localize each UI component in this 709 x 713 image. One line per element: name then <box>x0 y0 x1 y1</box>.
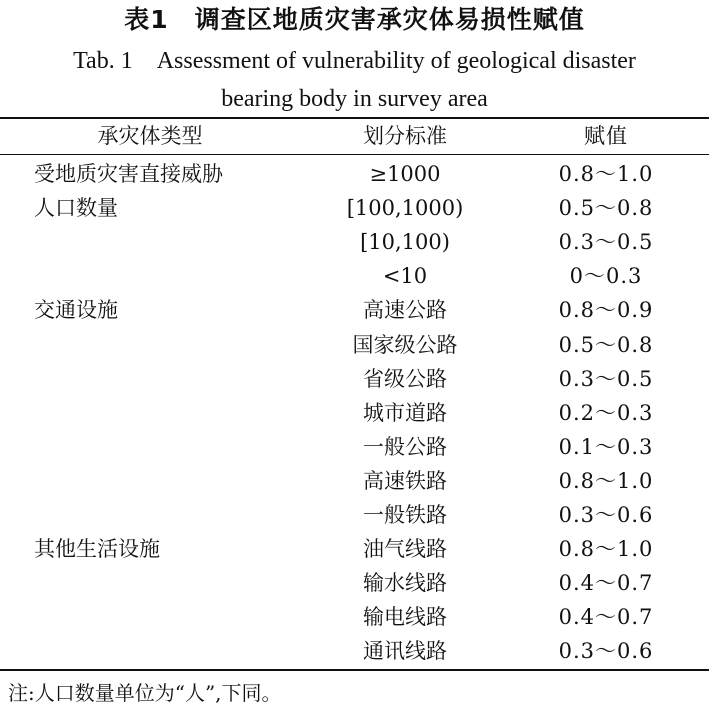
table-note: 注:人口数量单位为“人”,下同。 <box>8 681 282 705</box>
cell-assigned-value: 0～0.3 <box>569 264 643 289</box>
table-row <box>0 157 709 191</box>
cell-classification-criterion: 输电线路 <box>363 605 447 630</box>
table-title-en <box>0 42 709 118</box>
table-row <box>0 259 709 293</box>
cell-classification-criterion: ≥1000 <box>369 162 441 186</box>
cell-bearing-body-type: 交通设施 <box>34 298 118 323</box>
header-classification-criterion: 划分标准 <box>363 124 447 148</box>
cell-classification-criterion: 国家级公路 <box>352 332 458 357</box>
table-row <box>0 498 709 532</box>
table-row <box>0 362 709 396</box>
header-bearing-body-type: 承灾体类型 <box>97 124 203 148</box>
bottom-rule <box>0 669 709 671</box>
cell-classification-criterion: [100,1000) <box>346 196 464 221</box>
cell-assigned-value: 0.4～0.7 <box>558 605 654 630</box>
table-row <box>0 430 709 464</box>
cell-assigned-value: 0.8～0.9 <box>558 298 654 323</box>
cell-assigned-value: 0.1～0.3 <box>558 434 654 459</box>
cell-classification-criterion: 一般公路 <box>363 434 447 459</box>
table-title-cn: 表1 调查区地质灾害承灾体易损性赋值 <box>124 5 585 34</box>
cell-assigned-value: 0.3～0.6 <box>558 503 654 527</box>
table-title-en-line2: bearing body in survey area <box>221 86 488 112</box>
cell-classification-criterion: 城市道路 <box>363 400 447 425</box>
cell-classification-criterion: <10 <box>382 264 428 289</box>
cell-assigned-value: 0.3～0.5 <box>558 230 654 255</box>
cell-classification-criterion: 通讯线路 <box>363 639 447 664</box>
table-row <box>0 191 709 225</box>
cell-classification-criterion: [10,100) <box>360 230 450 255</box>
cell-assigned-value: 0.8～1.0 <box>558 537 654 562</box>
table-row <box>0 293 709 327</box>
table-row <box>0 566 709 600</box>
table-title-en-line1: Tab. 1 Assessment of vulnerability of geological disaster <box>73 48 636 74</box>
cell-classification-criterion: 一般铁路 <box>363 503 447 527</box>
cell-assigned-value: 0.5～0.8 <box>558 332 654 357</box>
cell-assigned-value: 0.3～0.6 <box>558 639 654 664</box>
cell-classification-criterion: 输水线路 <box>363 571 447 596</box>
cell-classification-criterion: 省级公路 <box>363 366 447 391</box>
table-row <box>0 225 709 259</box>
table-header <box>0 119 709 153</box>
header-rule <box>0 154 709 155</box>
cell-classification-criterion: 高速铁路 <box>363 468 447 493</box>
table-row <box>0 464 709 498</box>
cell-classification-criterion: 油气线路 <box>363 537 447 562</box>
cell-assigned-value: 0.8～1.0 <box>558 468 654 493</box>
cell-classification-criterion: 高速公路 <box>363 298 447 323</box>
cell-bearing-body-type: 受地质灾害直接威胁 <box>34 162 223 186</box>
table-row <box>0 600 709 634</box>
cell-assigned-value: 0.8～1.0 <box>558 162 654 186</box>
cell-assigned-value: 0.3～0.5 <box>558 366 654 391</box>
cell-assigned-value: 0.2～0.3 <box>558 400 654 425</box>
table-row <box>0 328 709 362</box>
cell-bearing-body-type: 人口数量 <box>34 196 118 221</box>
cell-assigned-value: 0.4～0.7 <box>558 571 654 596</box>
table-row <box>0 634 709 668</box>
cell-assigned-value: 0.5～0.8 <box>558 196 654 221</box>
cell-bearing-body-type: 其他生活设施 <box>34 537 160 562</box>
table-row <box>0 396 709 430</box>
table-row <box>0 532 709 566</box>
header-assigned-value: 赋值 <box>584 124 628 148</box>
